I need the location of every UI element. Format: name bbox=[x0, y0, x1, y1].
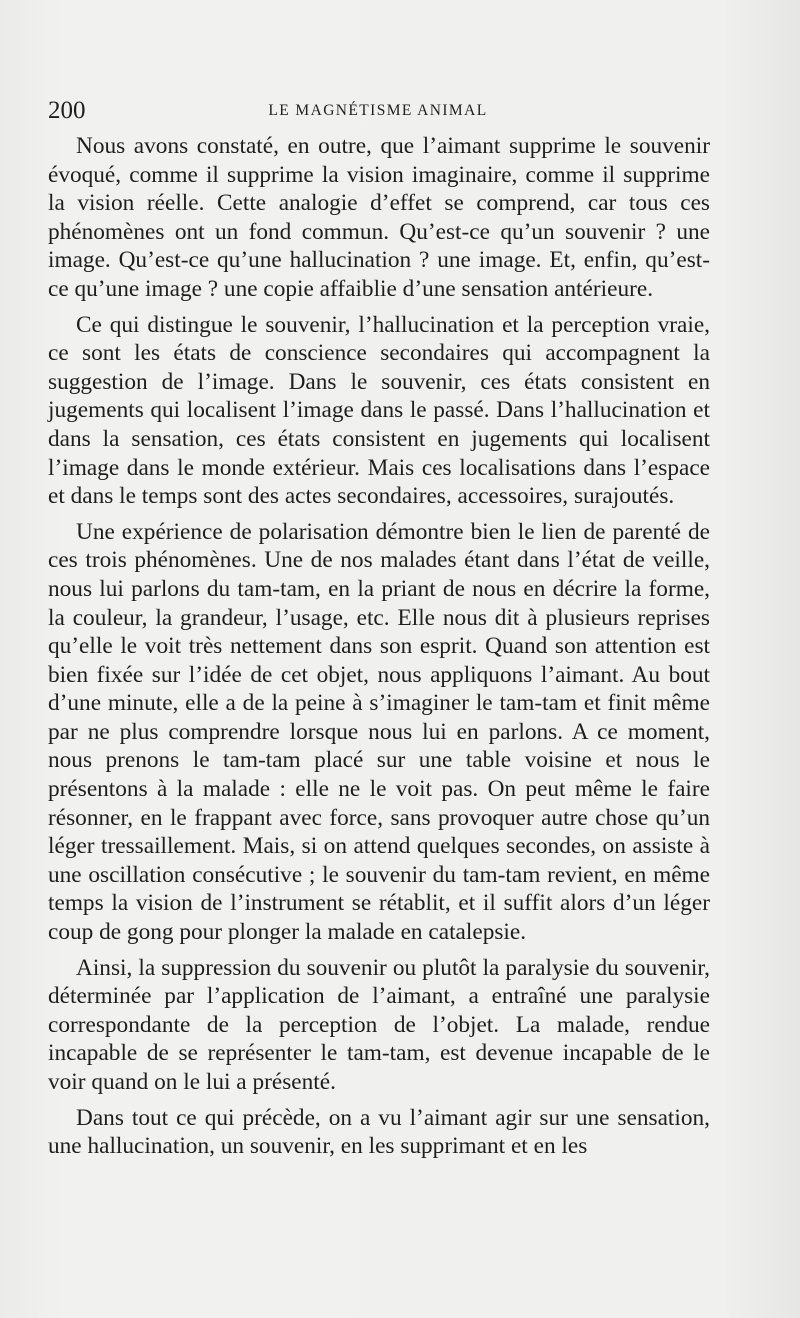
paragraph-3: Une expérience de polarisation démontre bien le lien de parenté de ces trois phénomènes. Une de nos malades étant dans l’état de veille, nous lui parlons du tam-tam, en la priant de nous en décrire la forme, la couleur, la grandeur, l’usage, etc. Elle nous dit à plusieurs reprises qu’elle le voit très nettement dans son esprit. Quand son attention est bien fixée sur l’idée de cet objet, nous appliquons l’aimant. Au bout d’une minute, elle a de la peine à s’imaginer le tam-tam et finit même par ne plus comprendre lorsque nous lui en parlons. A ce moment, nous prenons le tam-tam placé sur une table voisine et nous le présentons à la malade : elle ne le voit pas. On peut même le faire résonner, en le frappant avec force, sans provoquer autre chose qu’un léger tressaillement. Mais, si on attend quelques secondes, on assiste à une oscillation consécutive ; le souvenir du tam-tam revient, en même temps la vision de l’instrument se rétablit, et il suffit alors d’un léger coup de gong pour plonger la malade en catalepsie. bbox=[48, 518, 710, 946]
paragraph-2: Ce qui distingue le souvenir, l’hallucination et la perception vraie, ce sont les états de conscience secondaires qui accompagnent la suggestion de l’image. Dans le souvenir, ces états consistent en jugements qui localisent l’image dans le passé. Dans l’hallucination et dans la sensation, ces états consistent en jugements qui localisent l’image dans le monde extérieur. Mais ces localisations dans l’espace et dans le temps sont des actes secondaires, accessoires, surajoutés. bbox=[48, 311, 710, 510]
paragraph-5: Dans tout ce qui précède, on a vu l’aimant agir sur une sensation, une hallucination, un souvenir, en les supprimant et en les bbox=[48, 1104, 710, 1160]
running-title: LE MAGNÉTISME ANIMAL bbox=[268, 102, 488, 119]
page-number: 200 bbox=[48, 97, 86, 124]
body-text bbox=[48, 132, 710, 1161]
page-header bbox=[48, 96, 708, 126]
paragraph-4: Ainsi, la suppression du souvenir ou plutôt la paralysie du souvenir, déterminée par l’application de l’aimant, a entraîné une paralysie correspondante de la perception de l’objet. La malade, rendue incapable de se représenter le tam-tam, est devenue incapable de le voir quand on le lui a présenté. bbox=[48, 954, 710, 1095]
paragraph-1: Nous avons constaté, en outre, que l’aimant supprime le souvenir évoqué, comme il supprime la vision imaginaire, comme il supprime la vision réelle. Cette analogie d’effet se comprend, car tous ces phénomènes ont un fond commun. Qu’est-ce qu’un souvenir ? une image. Qu’est-ce qu’une hallucination ? une image. Et, enfin, qu’est-ce qu’une image ? une copie affaiblie d’une sensation antérieure. bbox=[48, 133, 710, 302]
